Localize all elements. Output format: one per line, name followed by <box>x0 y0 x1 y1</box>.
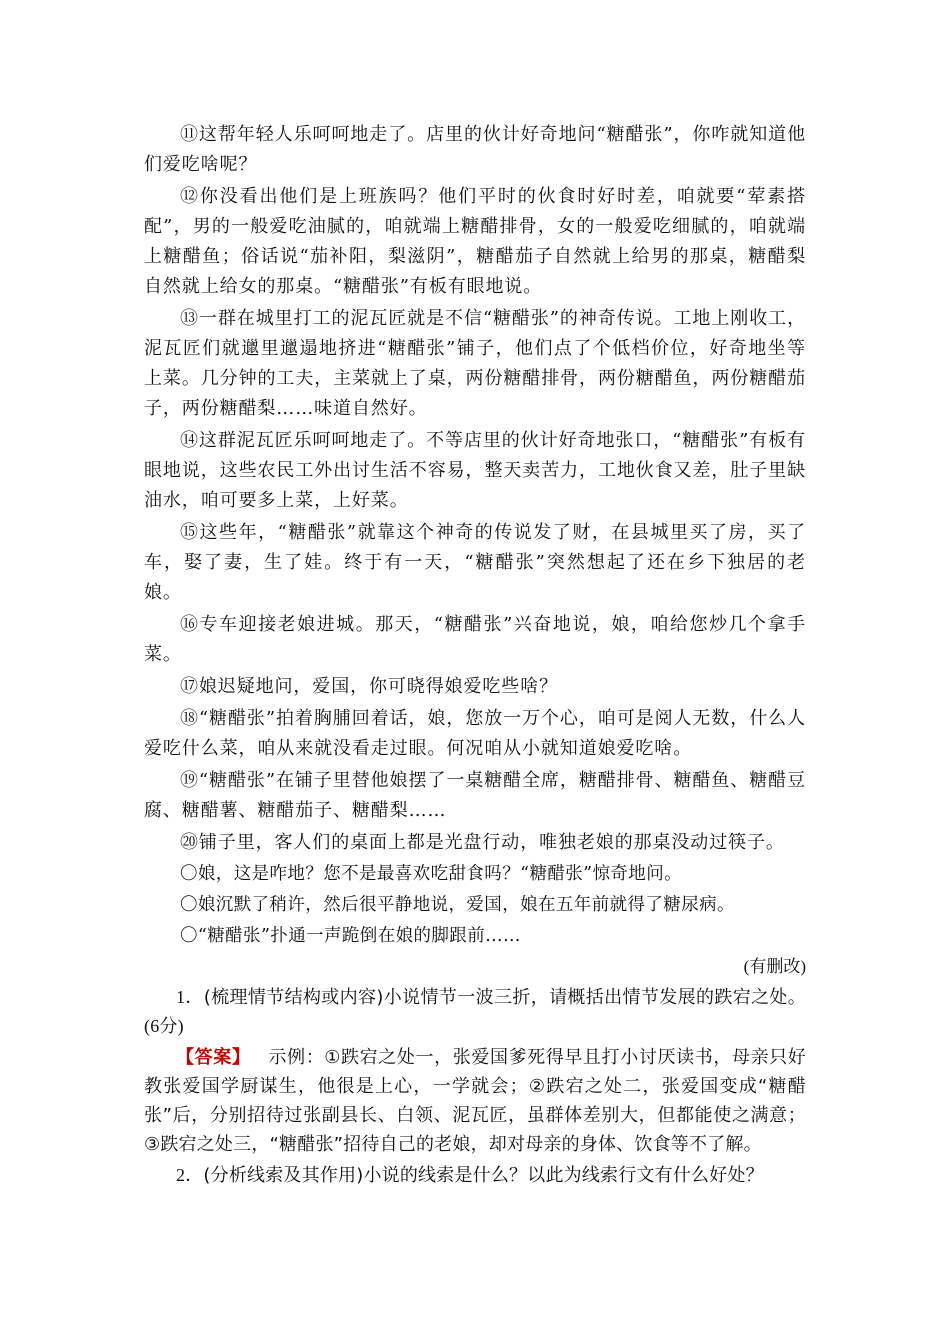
story-dialog-3: 〇“糖醋张”扑通一声跪倒在娘的脚跟前…… <box>180 926 521 946</box>
question-1-number: 1． <box>176 987 204 1007</box>
story-paragraph-14: ⑭这群泥瓦匠乐呵呵地走了。不等店里的伙计好奇地张口，“糖醋张”有板有眼地说，这些农民工外出讨生活不容易，整天卖苦力，工地伙食又差，肚子里缺油水，咱可要多上菜，上好菜。 <box>144 430 806 511</box>
question-1-score: (6分) <box>144 1016 184 1036</box>
story-paragraph-13: ⑬一群在城里打工的泥瓦匠就是不信“糖醋张”的神奇传说。工地上刚收工，泥瓦匠们就邋里邋遢地挤进“糖醋张”铺子，他们点了个低档价位，好奇地坐等上菜。几分钟的工夫，主菜就上了桌，两份糖醋排骨，两份糖醋鱼，两份糖醋茄子，两份糖醋梨……味道自然好。 <box>144 308 806 419</box>
story-paragraph-15: ⑮这些年，“糖醋张”就靠这个神奇的传说发了财，在县城里买了房，买了车，娶了妻，生了娃。终于有一天，“糖醋张”突然想起了还在乡下独居的老娘。 <box>144 522 806 603</box>
story-paragraph-19: ⑲“糖醋张”在铺子里替他娘摆了一桌糖醋全席，糖醋排骨、糖醋鱼、糖醋豆腐、糖醋薯、糖醋茄子、糖醋梨…… <box>144 770 806 821</box>
source-note: (有删改) <box>743 957 806 976</box>
story-paragraph-20: ⑳铺子里，客人们的桌面上都是光盘行动，唯独老娘的那桌没动过筷子。 <box>180 832 785 853</box>
document-page <box>144 120 806 1192</box>
story-paragraph-11: ⑪这帮年轻人乐呵呵地走了。店里的伙计好奇地问“糖醋张”，你咋就知道他们爱吃啥呢？ <box>144 124 806 175</box>
story-paragraph-16: ⑯专车迎接老娘进城。那天，“糖醋张”兴奋地说，娘，咱给您炒几个拿手菜。 <box>144 614 806 665</box>
question-2-number: 2． <box>176 1165 204 1185</box>
question-2 <box>144 1161 806 1190</box>
answer-1 <box>144 1043 806 1159</box>
story-paragraph-12: ⑫你没看出他们是上班族吗？他们平时的伙食时好时差，咱就要“荤素搭配”，男的一般爱吃油腻的，咱就端上糖醋排骨，女的一般爱吃细腻的，咱就端上糖醋鱼；俗话说“茄补阳，梨滋阴”，糖醋茄子自然就上给男的那桌，糖醋梨自然就上给女的那桌。“糖醋张”有板有眼地说。 <box>144 186 806 297</box>
answer-1-text: 示例：①跌宕之处一，张爱国爹死得早且打小讨厌读书，母亲只好教张爱国学厨谋生，他很是上心，一学就会；②跌宕之处二，张爱国变成“糖醋张”后，分别招待过张副县长、白领、泥瓦匠，虽群体差别大，但都能使之满意；③跌宕之处三，“糖醋张”招待自己的老娘，却对母亲的身体、饮食等不了解。 <box>144 1047 806 1155</box>
story-paragraph-18: ⑱“糖醋张”拍着胸脯回着话，娘，您放一万个心，咱可是阅人无数，什么人爱吃什么菜，咱从来就没看走过眼。何况咱从小就知道娘爱吃啥。 <box>144 708 806 759</box>
story-dialog-2: 〇娘沉默了稍许，然后很平静地说，爱国，娘在五年前就得了糖尿病。 <box>180 895 735 915</box>
answer-tag: 【答案】 <box>176 1047 251 1068</box>
questions-section <box>144 983 806 1190</box>
question-2-text: (分析线索及其作用)小说的线索是什么？以此为线索行文有什么好处？ <box>203 1165 764 1186</box>
question-1 <box>144 983 806 1041</box>
question-1-text: (梳理情节结构或内容)小说情节一波三折，请概括出情节发展的跌宕之处。 <box>203 987 806 1008</box>
story-text <box>144 120 806 951</box>
story-dialog-1: 〇娘，这是咋地？您不是最喜欢吃甜食吗？“糖醋张”惊奇地问。 <box>180 864 682 884</box>
story-paragraph-17: ⑰娘迟疑地问，爱国，你可晓得娘爱吃些啥？ <box>180 676 558 697</box>
